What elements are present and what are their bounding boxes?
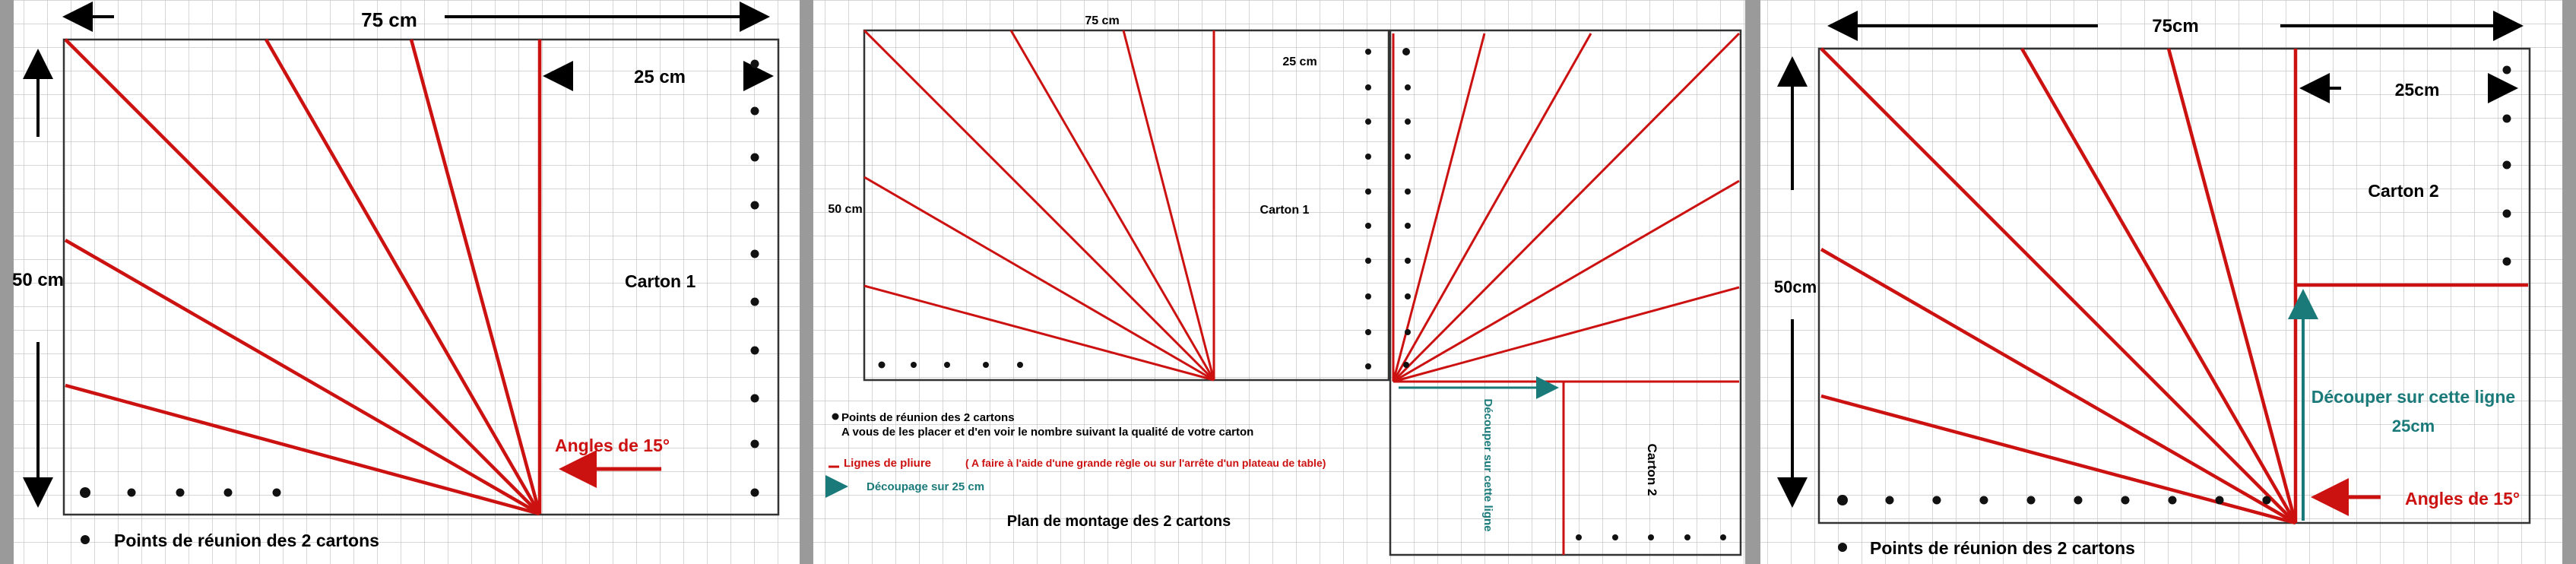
meeting-point	[2216, 496, 2224, 505]
meeting-point	[911, 362, 917, 368]
meeting-point	[2121, 496, 2130, 505]
meeting-point	[751, 394, 759, 403]
meeting-point	[1405, 84, 1411, 90]
meeting-point	[2503, 66, 2511, 74]
meeting-point	[1365, 189, 1371, 195]
meeting-point	[879, 362, 886, 369]
legend-dots-title: Points de réunion des 2 cartons	[841, 411, 1015, 424]
side-label: 25 cm	[633, 67, 686, 87]
meeting-point	[2503, 210, 2511, 218]
meeting-point	[1365, 49, 1371, 55]
meeting-point	[2503, 258, 2511, 266]
meeting-point	[2503, 161, 2511, 170]
meeting-point	[1648, 534, 1654, 540]
meeting-point	[751, 440, 759, 448]
height-label: 50 cm	[828, 203, 863, 216]
meeting-point	[751, 107, 759, 116]
height-label: 50 cm	[11, 270, 65, 290]
meeting-point	[1886, 496, 1894, 505]
legend-fold-title: Lignes de pliure	[844, 457, 932, 470]
meeting-point	[273, 489, 281, 497]
meeting-point	[1365, 258, 1371, 264]
meeting-point	[1403, 362, 1409, 368]
angle-label: Angles de 15°	[2405, 489, 2521, 509]
separator-1	[800, 0, 813, 564]
meeting-point	[128, 489, 136, 497]
meeting-point	[1576, 534, 1582, 540]
legend-dot	[81, 535, 90, 544]
meeting-point	[2027, 496, 2036, 505]
meeting-point	[1933, 496, 1941, 505]
meeting-point	[1405, 293, 1411, 299]
meeting-point	[1365, 223, 1371, 229]
meeting-point	[2263, 496, 2271, 505]
meeting-point	[1720, 534, 1726, 540]
legend-cut-label: Découpage sur 25 cm	[867, 480, 985, 493]
carton-2-label: Carton 2	[1645, 443, 1659, 496]
plan-title: Plan de montage des 2 cartons	[1006, 513, 1231, 530]
cut-length-label: 25cm	[2391, 417, 2435, 436]
meeting-point	[944, 362, 950, 368]
meeting-point	[1365, 363, 1371, 369]
meeting-point	[1405, 258, 1411, 264]
side-label: 25 cm	[1282, 55, 1317, 68]
angle-label: Angles de 15°	[555, 436, 670, 455]
meeting-point	[1365, 154, 1371, 160]
meeting-point	[1405, 119, 1411, 125]
legend-dot	[1838, 543, 1847, 552]
meeting-point	[1365, 329, 1371, 335]
meeting-point	[1837, 495, 1848, 505]
meeting-point	[751, 347, 759, 355]
meeting-point	[1405, 329, 1411, 335]
separator-right	[2562, 0, 2576, 564]
meeting-point	[1684, 534, 1690, 540]
meeting-point	[1612, 534, 1618, 540]
cut-label: Découper sur cette ligne	[1481, 398, 1494, 532]
meeting-point	[1402, 48, 1410, 55]
meeting-point	[176, 489, 185, 497]
meeting-point	[751, 489, 759, 497]
side-label: 25cm	[2394, 80, 2440, 100]
legend-dot	[832, 413, 839, 420]
meeting-point	[2074, 496, 2083, 505]
meeting-point	[1017, 362, 1023, 368]
carton-label: Carton 1	[625, 271, 696, 291]
meeting-point	[1405, 223, 1411, 229]
meeting-point	[1980, 496, 1988, 505]
meeting-point	[80, 487, 90, 498]
width-label: 75 cm	[1085, 14, 1120, 27]
legend-fold-desc: ( A faire à l'aide d'une grande règle ou sur l'arrête d'un plateau de table)	[965, 457, 1326, 469]
cut-label: Découper sur cette ligne	[2311, 387, 2516, 407]
legend-label: Points de réunion des 2 cartons	[114, 531, 379, 550]
meeting-point	[1365, 293, 1371, 299]
meeting-point	[1365, 84, 1371, 90]
meeting-point	[1365, 119, 1371, 125]
width-label: 75 cm	[361, 8, 417, 31]
meeting-point	[751, 154, 759, 162]
meeting-point	[2169, 496, 2177, 505]
meeting-point	[1405, 189, 1411, 195]
meeting-point	[224, 489, 233, 497]
carton-1-label: Carton 1	[1259, 204, 1310, 217]
meeting-point	[983, 362, 989, 368]
width-label: 75cm	[2152, 16, 2199, 36]
meeting-point	[751, 298, 759, 306]
legend-label: Points de réunion des 2 cartons	[1870, 538, 2135, 558]
meeting-point	[1405, 154, 1411, 160]
meeting-point	[2503, 115, 2511, 123]
height-label: 50cm	[1773, 277, 1817, 296]
meeting-point	[751, 60, 759, 68]
meeting-point	[751, 201, 759, 210]
separator-2	[1745, 0, 1760, 564]
carton-label: Carton 2	[2368, 181, 2439, 201]
meeting-point	[751, 250, 759, 258]
legend-dots-desc: A vous de les placer et d'en voir le nombre suivant la qualité de votre carton	[841, 426, 1254, 439]
